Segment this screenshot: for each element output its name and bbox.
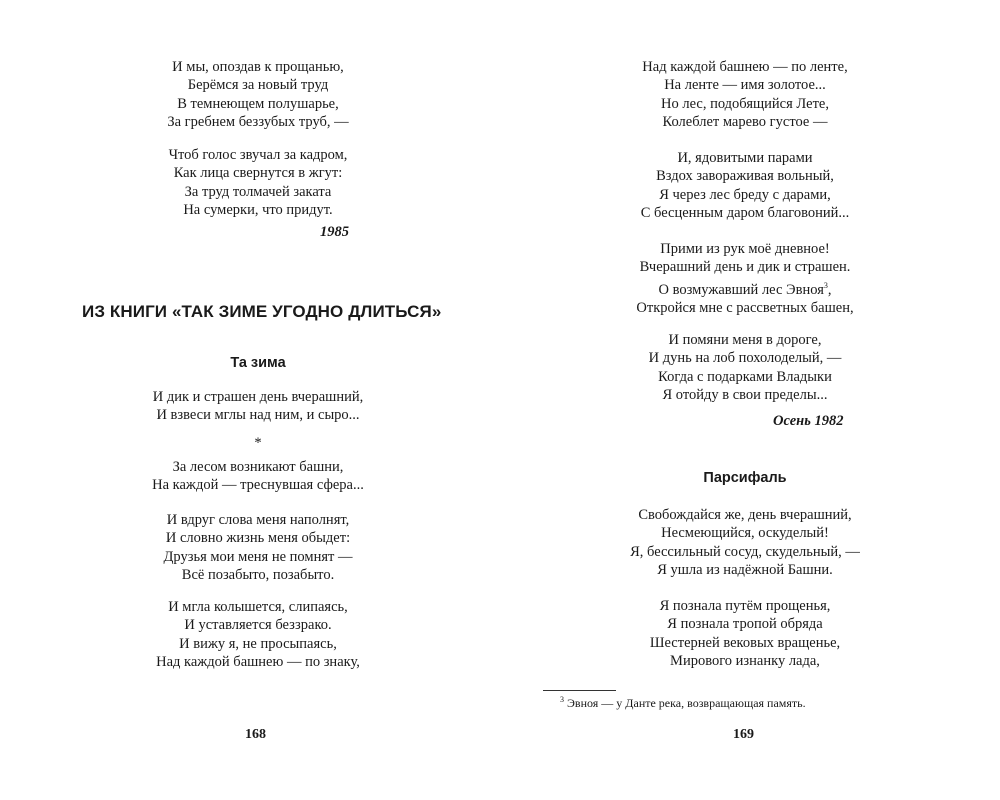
poem-date: Осень 1982 [773,413,844,429]
verse-text: О возмужавший лес Эвноя [658,281,824,298]
verse-line: И помяни меня в дороге, [668,332,822,348]
stanza [585,597,905,671]
stanza [98,146,418,220]
verse-line: И вдруг слова меня наполнят, [166,512,350,528]
stanza [98,458,418,495]
footnote-text: Эвноя — у Данте река, возвращающая память. [567,696,806,710]
verse-line: Колеблет марево густое — [662,114,828,131]
verse-line: Мирового изнанку лада, [670,653,820,670]
verse-line: Друзья мои меня не помнят — [163,548,353,565]
stanza [585,331,905,405]
verse-line: На ленте — имя золотое... [664,77,826,94]
stanza [585,506,905,580]
verse-line: На каждой — треснувшая сфера... [152,477,364,494]
verse-line: Шестерней вековых вращенье, [649,634,841,651]
verse-line: И словно жизнь меня обыдет: [165,530,351,547]
verse-line: Я, бессильный сосуд, скудельный, — [630,543,860,560]
verse-line: Когда с подарками Владыки [658,368,832,385]
poem-date: 1985 [320,224,349,240]
verse-line: И взвеси мглы над ним, и сыро... [156,407,360,424]
verse-line: О возмужавший лес Эвноя$^3$, [658,280,832,298]
verse-line: С бесценным даром благовоний... [640,205,850,222]
verse-line: Я через лес бреду с дарами, [659,186,831,203]
page-number: 169 [733,727,754,742]
verse-line: Я отойду в свои пределы... [662,387,828,404]
verse-line: Я познала путём прощенья, [659,598,831,614]
verse-line: Как лица свернутся в жгут: [173,165,343,182]
verse-line: И дунь на лоб похолоделый, — [648,350,842,367]
verse-line: На сумерки, что придут. [183,202,333,219]
verse-line: Я ушла из надёжной Башни. [657,562,833,579]
section-heading: ИЗ КНИГИ «ТАК ЗИМЕ УГОДНО ДЛИТЬСЯ» [82,302,442,321]
footnote-rule [543,690,616,691]
verse-line: Откройся мне с рассветных башен, [636,300,854,317]
verse-line: Чтоб голос звучал за кадром, [168,147,348,163]
epigraph [98,388,418,425]
verse-line: И дик и страшен день вчерашний, [152,389,364,405]
verse-line: Я познала тропой обряда [667,616,823,633]
stanza [98,58,418,132]
verse-line: Вздох завораживая вольный, [656,168,834,185]
verse-line: И уставляется беззрако. [184,617,332,634]
verse-line: В темнеющем полушарье, [177,95,339,112]
verse-line: И мгла колышется, слипаясь, [168,599,348,615]
stanza [585,240,905,317]
verse-line: Прими из рук моё дневное! [660,241,830,257]
verse-line: Несмеющийся, оскуделый! [661,525,829,542]
verse-line: Всё позабыто, позабыто. [181,567,335,584]
verse-line: Берёмся за новый труд [187,77,329,94]
verse-line: За гребнем беззубых труб, — [167,114,349,131]
poem-title: Парсифаль [703,470,787,486]
verse-line: И мы, опоздав к прощанью, [172,59,344,75]
verse-line: И вижу я, не просыпаясь, [179,635,337,652]
page-number: 168 [245,727,266,742]
verse-line: Над каждой башнею — по ленте, [642,59,848,75]
verse-line: Вчерашний день и дик и страшен. [639,259,851,276]
footnote-number: 3 [560,695,564,704]
separator: * [254,435,262,451]
footnote [560,695,806,711]
footnote-marker: 3 [823,280,828,290]
stanza [585,149,905,223]
verse-line: Но лес, подобящийся Лете, [661,95,829,112]
verse-line: И, ядовитыми парами [677,150,813,166]
verse-line: Свобождайся же, день вчерашний, [638,507,852,523]
verse-line: За труд толмачей заката [184,183,332,200]
verse-line: За лесом возникают башни, [172,459,344,475]
stanza [585,58,905,132]
verse-line: Над каждой башнею — по знаку, [156,654,360,671]
stanza [98,598,418,672]
poem-title: Та зима [230,355,286,371]
stanza [98,511,418,585]
